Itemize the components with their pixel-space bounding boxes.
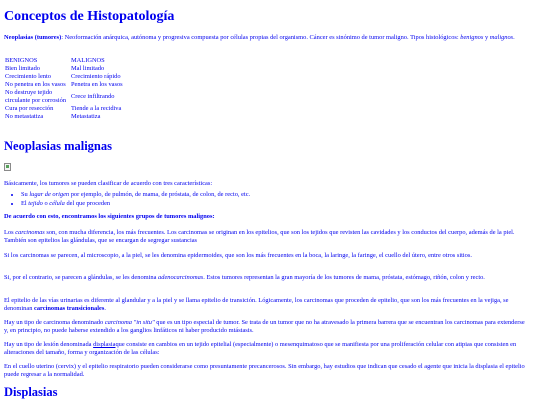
paragraph-bold: carcinomas transicionales [34, 305, 105, 313]
table-cell: Metastatiza [71, 113, 101, 120]
table-row [4, 89, 152, 105]
paragraph-emphasis: carcinomas [15, 229, 45, 236]
table-row [4, 105, 152, 113]
criteria-prefix: El [21, 199, 29, 207]
intro-text: : Neoformación anárquica, autónoma y progresiva compuesta por células propias del organismo. Cáncer es sinónimo de tumor maligno. Tipos histológicos: [61, 34, 461, 41]
table-cell: Tiende a la recidiva [71, 105, 122, 112]
paragraph-transicion [4, 297, 530, 313]
classify-paragraph: Básicamente, los tumores se pueden clasificar de acuerdo con tres características: [4, 180, 213, 187]
paragraph-underline: displasia [93, 341, 116, 348]
paragraph-adenocarcinomas [4, 274, 530, 282]
table-cell: Cura por resección [5, 105, 54, 112]
table-row [4, 81, 152, 89]
paragraph-displasia [4, 341, 530, 357]
paragraph-emphasis: carcinoma "in situ" [104, 319, 155, 326]
table-cell: No penetra en los vasos [5, 81, 66, 88]
intro-y: y [483, 34, 490, 41]
table-row [4, 73, 152, 81]
paragraph-text: Hay un tipo de lesión denominada [4, 341, 94, 348]
table-cell: Penetra en los vasos [71, 81, 123, 88]
paragraph-text: El epitelio de las vías urinarias es diferente al glandular y a la piel y se llama epitelio de transición. Lógicamente, los carcinomas que proceden de epitelio, que son los más frecuentes en la vejiga, se denominan [4, 297, 509, 313]
criteria-list [4, 191, 250, 208]
table-cell: Crece infiltrando [71, 93, 115, 100]
paragraph-text: En el cuello uterino (cervix) y el epitelio respiratorio pueden considerarse como presuntamente precancerosos. Sin embargo, hay estudios que indican que cesado el agente que inicia la displasia el epitelio puede regresar a la normalidad. [4, 363, 525, 379]
criteria-suffix: del que proceden [64, 199, 111, 207]
page-title: Conceptos de Histopatología [4, 9, 175, 24]
header-benignos: BENIGNOS [5, 57, 38, 64]
groups-heading-text: De acuerdo con esto, encontramos los siguientes grupos de tumores malignos: [4, 213, 215, 220]
table-cell: Mal limitado [71, 65, 105, 72]
paragraph-emphasis: adenocarcinomas [158, 274, 204, 281]
criteria-mid: o [42, 199, 50, 207]
paragraph-text: Los [4, 229, 16, 236]
header-malignos: MALIGNOS [71, 57, 105, 64]
table-cell: Bien limitado [5, 65, 40, 72]
paragraph-text: que consiste en cambios en un tejido epitelial (especialmente) o mesenquimatoso que se manifiesta por una proliferación celular con atipias que consisten en alteraciones del tamaño, forma y organización de las células: [4, 341, 517, 357]
comparison-table [4, 57, 152, 121]
intro-term: Neoplasias (tumores) [4, 34, 62, 41]
section-heading-displasias: Displasias [4, 385, 58, 399]
table-row [4, 65, 152, 73]
paragraph-carcinomas [4, 229, 530, 245]
criteria-emphasis: lugar de origen [29, 191, 70, 198]
groups-heading [4, 213, 215, 221]
paragraph-text: Si los carcinomas se parecen, al microscopio, a la piel, se les denomina epidermoides, que son los más frecuentes en la boca, la laringe, la faringe, el cuello del útero, entre otros sitios. [4, 252, 472, 259]
criteria-emphasis: célula [49, 199, 65, 207]
criteria-prefix: Su [21, 191, 30, 198]
section-heading-neoplasias: Neoplasias malignas [4, 139, 113, 153]
paragraph-text: . Estos tumores representan la gran mayoría de los tumores de mama, próstata, estómago, riñón, colon y recto. [203, 274, 485, 281]
table-cell: No destruye tejido circulante por corrosión [5, 89, 67, 104]
criteria-emphasis: tejido [28, 199, 43, 207]
broken-image-icon [4, 163, 11, 171]
list-item [21, 200, 250, 209]
intro-benignos: benignos [460, 34, 484, 41]
paragraph-text: Hay un tipo de carcinoma denominado [4, 319, 105, 326]
intro-paragraph [4, 34, 530, 42]
paragraph-cervix [4, 363, 530, 379]
paragraph-text: Si, por el contrario, se parecen a glándulas, se les denomina [4, 274, 159, 281]
paragraph-in-situ [4, 319, 530, 335]
table-row [4, 113, 152, 121]
intro-malignos: malignos [489, 34, 514, 41]
table-cell: Crecimiento rápido [71, 73, 121, 80]
intro-end: . [513, 34, 515, 41]
paragraph-epidermoides [4, 252, 530, 260]
list-item [21, 191, 250, 200]
table-cell: No metastatiza [5, 113, 44, 120]
criteria-suffix: por ejemplo, de pulmón, de mama, de próstata, de colon, de recto, etc. [69, 191, 251, 198]
paragraph-text: son, con mucha diferencia, los más frecuentes. Los carcinomas se originan en los epitelios, que son los tejidos que revisten las cavidades y los conductos del cuerpo, además de la piel. También son epitelios las glándulas, que se encargan de segregar sustancias [4, 229, 515, 245]
table-header-row [4, 57, 152, 65]
paragraph-text: . [104, 305, 106, 313]
table-cell: Crecimiento lento [5, 73, 51, 80]
paragraph-text: que es un tipo especial de tumor. Se trata de un tumor que no ha atravesado la primera barrera que se encuentran los carcinomas para extenderse y, en principio, no puede haberse extendido a los ganglios linfáticos ni haber producido mtástasis. [4, 319, 525, 335]
